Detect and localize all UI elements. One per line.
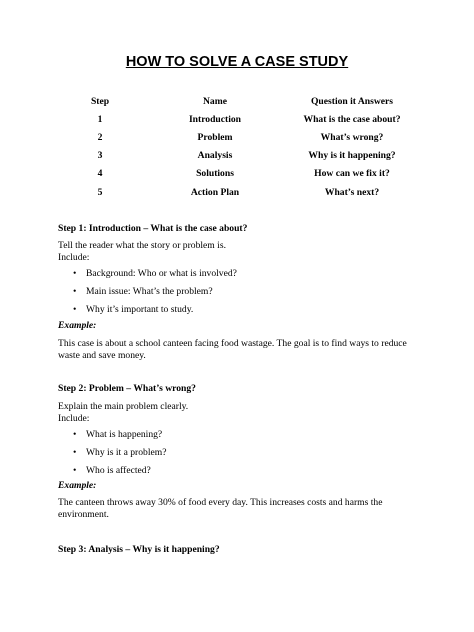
step1-bullet-list [58, 268, 428, 322]
list-item: • Who is affected? [58, 465, 428, 483]
table-cell: Solutions [196, 168, 234, 180]
table-cell: 2 [97, 131, 103, 143]
step2-example-text [58, 497, 428, 521]
step2-example-line1: The canteen throws away 30% of food every day. This increases costs and harms the [58, 497, 383, 508]
table-cell: 3 [97, 150, 103, 162]
table-cell: How can we fix it? [314, 168, 390, 180]
table-cell: What’s wrong? [320, 131, 384, 143]
table-cell: 4 [97, 168, 103, 180]
step1-example-label: Example: [58, 320, 97, 331]
list-item: • Why it’s important to study. [58, 304, 428, 322]
step1-heading: Step 1: Introduction – What is the case about? [58, 223, 248, 234]
step1-example-text [58, 338, 428, 362]
step1-example-line2: waste and save money. [58, 350, 146, 361]
steps-table [57, 92, 417, 201]
table-cell: 5 [97, 186, 103, 198]
step2-intro-line2: Include: [58, 413, 90, 424]
table-cell: What is the case about? [303, 113, 401, 125]
table-cell: Action Plan [190, 186, 240, 198]
table-row [57, 128, 417, 146]
list-item: • Background: Who or what is involved? [58, 268, 428, 286]
table-row [57, 183, 417, 201]
step2-heading: Step 2: Problem – What’s wrong? [58, 383, 196, 394]
step1-example-line1: This case is about a school canteen facing food wastage. The goal is to find ways to reduce [58, 338, 407, 349]
table-cell: 1 [97, 113, 103, 125]
table-header-row [57, 92, 417, 110]
table-row [57, 110, 417, 128]
table-header-question: Question it Answers [310, 95, 394, 107]
list-item: • Why is it a problem? [58, 447, 428, 465]
table-cell: What’s next? [324, 186, 380, 198]
step2-example-label: Example: [58, 480, 97, 491]
table-header-step: Step [90, 95, 110, 107]
list-item: • What is happening? [58, 429, 428, 447]
table-cell: Why is it happening? [308, 150, 396, 162]
step1-intro-line2: Include: [58, 252, 90, 263]
table-cell: Introduction [188, 113, 242, 125]
table-cell: Problem [197, 131, 233, 143]
table-header-name: Name [203, 95, 227, 107]
table-row [57, 165, 417, 183]
step1-intro [58, 240, 428, 264]
table-cell: Analysis [197, 150, 233, 162]
list-item: • Main issue: What’s the problem? [58, 286, 428, 304]
step1-intro-line1: Tell the reader what the story or problem is. [58, 240, 226, 251]
step3-heading: Step 3: Analysis – Why is it happening? [58, 544, 220, 555]
table-row [57, 147, 417, 165]
page-title: HOW TO SOLVE A CASE STUDY [125, 54, 349, 70]
step2-intro-line1: Explain the main problem clearly. [58, 401, 189, 412]
step2-intro [58, 401, 428, 425]
step2-bullet-list [58, 429, 428, 483]
step2-example-line2: environment. [58, 509, 109, 520]
